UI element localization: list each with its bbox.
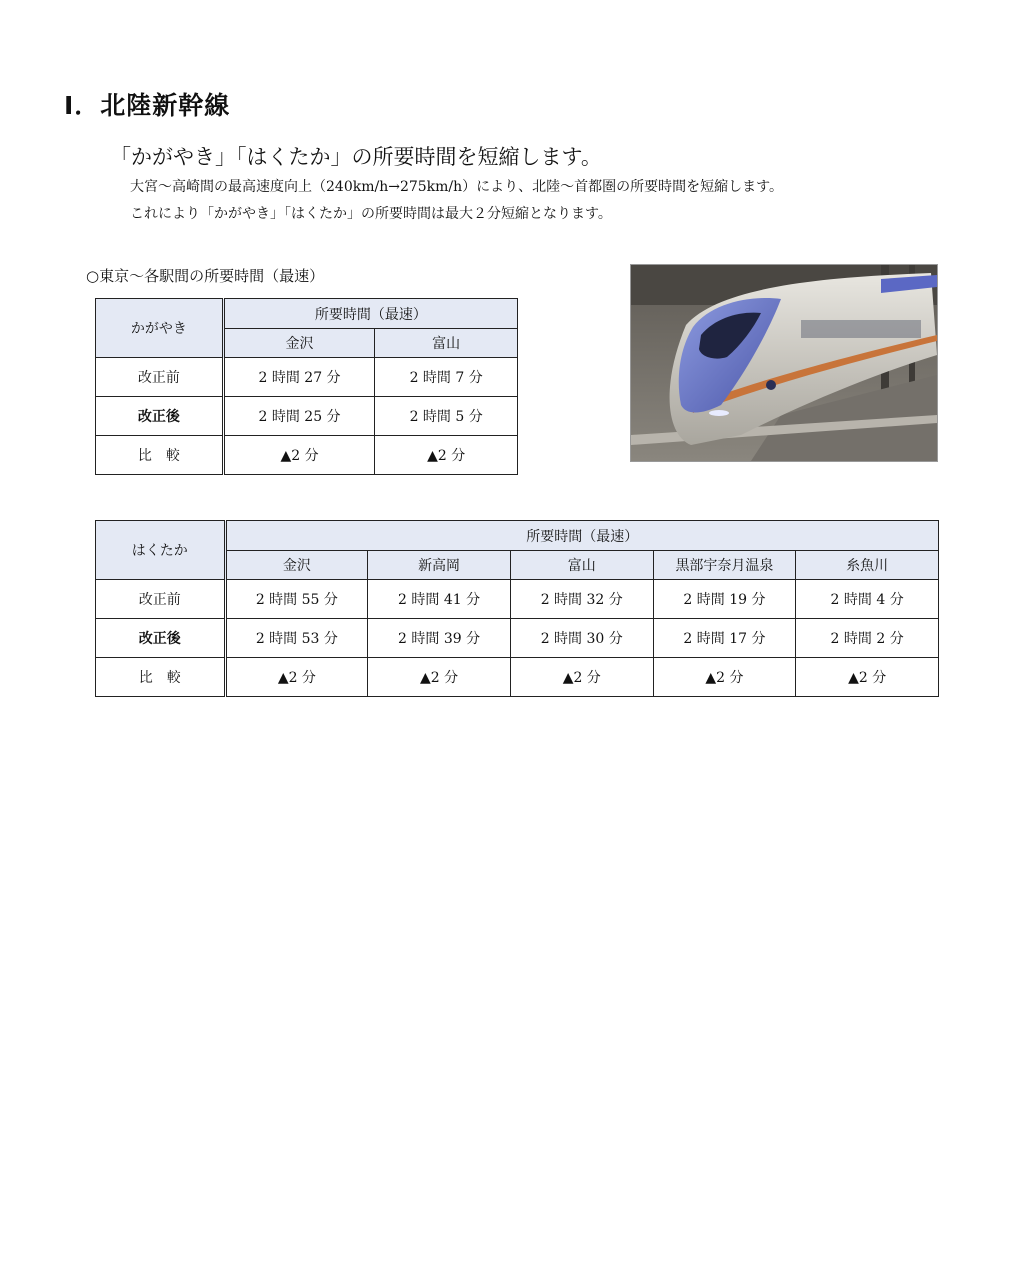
station-header: 金沢 (225, 551, 368, 580)
table-cell: ▲2 分 (653, 658, 796, 697)
table-cell: 2 時間 2 分 (796, 619, 939, 658)
table-cell: 2 時間 53 分 (225, 619, 368, 658)
group-header: 所要時間（最速） (225, 521, 938, 551)
table-row (96, 436, 518, 475)
table-cell: 2 時間 19 分 (653, 580, 796, 619)
description-line-2: これにより「かがやき」「はくたか」の所要時間は最大２分短縮となります。 (130, 206, 612, 222)
table-cell: 2 時間 25 分 (223, 397, 375, 436)
table-cell: 2 時間 5 分 (375, 397, 518, 436)
table-cell: ▲2 分 (510, 658, 653, 697)
table-cell: ▲2 分 (796, 658, 939, 697)
table-caption: ○東京～各駅間の所要時間（最速） (86, 267, 325, 285)
table-cell: 2 時間 7 分 (375, 358, 518, 397)
table-cell: 2 時間 32 分 (510, 580, 653, 619)
row-label: 改正前 (96, 580, 226, 619)
table-row (96, 358, 518, 397)
table-cell: ▲2 分 (375, 436, 518, 475)
table-row (96, 619, 939, 658)
table-cell: 2 時間 41 分 (368, 580, 511, 619)
station-header: 新高岡 (368, 551, 511, 580)
row-label: 改正後 (96, 619, 226, 658)
shinkansen-train-photo (630, 264, 938, 462)
row-label: 改正前 (96, 358, 224, 397)
station-header: 金沢 (223, 329, 375, 358)
section-heading: Ⅰ．北陸新幹線 (64, 91, 231, 120)
table-row (96, 658, 939, 697)
table-cell: ▲2 分 (368, 658, 511, 697)
table-cell: 2 時間 30 分 (510, 619, 653, 658)
row-label: 比 較 (96, 658, 226, 697)
table-cell: 2 時間 39 分 (368, 619, 511, 658)
train-name-cell: かがやき (96, 299, 224, 358)
station-header: 糸魚川 (796, 551, 939, 580)
station-header: 富山 (375, 329, 518, 358)
table-cell: ▲2 分 (223, 436, 375, 475)
table-cell: 2 時間 55 分 (225, 580, 368, 619)
row-label: 比 較 (96, 436, 224, 475)
description-line-1: 大宮～高崎間の最高速度向上（240km/h→275km/h）により、北陸～首都圏の所要時間を短縮します。 (130, 179, 784, 195)
section-subheading: 「かがやき」「はくたか」の所要時間を短縮します。 (110, 145, 602, 169)
group-header: 所要時間（最速） (223, 299, 517, 329)
row-label: 改正後 (96, 397, 224, 436)
table-cell: 2 時間 27 分 (223, 358, 375, 397)
table-row (96, 580, 939, 619)
hakutaka-travel-time-table (95, 520, 939, 697)
table-cell: 2 時間 4 分 (796, 580, 939, 619)
kagayaki-travel-time-table (95, 298, 518, 475)
table-cell: ▲2 分 (225, 658, 368, 697)
table-cell: 2 時間 17 分 (653, 619, 796, 658)
station-header: 富山 (510, 551, 653, 580)
table-row (96, 397, 518, 436)
station-header: 黒部宇奈月温泉 (653, 551, 796, 580)
train-name-cell: はくたか (96, 521, 226, 580)
